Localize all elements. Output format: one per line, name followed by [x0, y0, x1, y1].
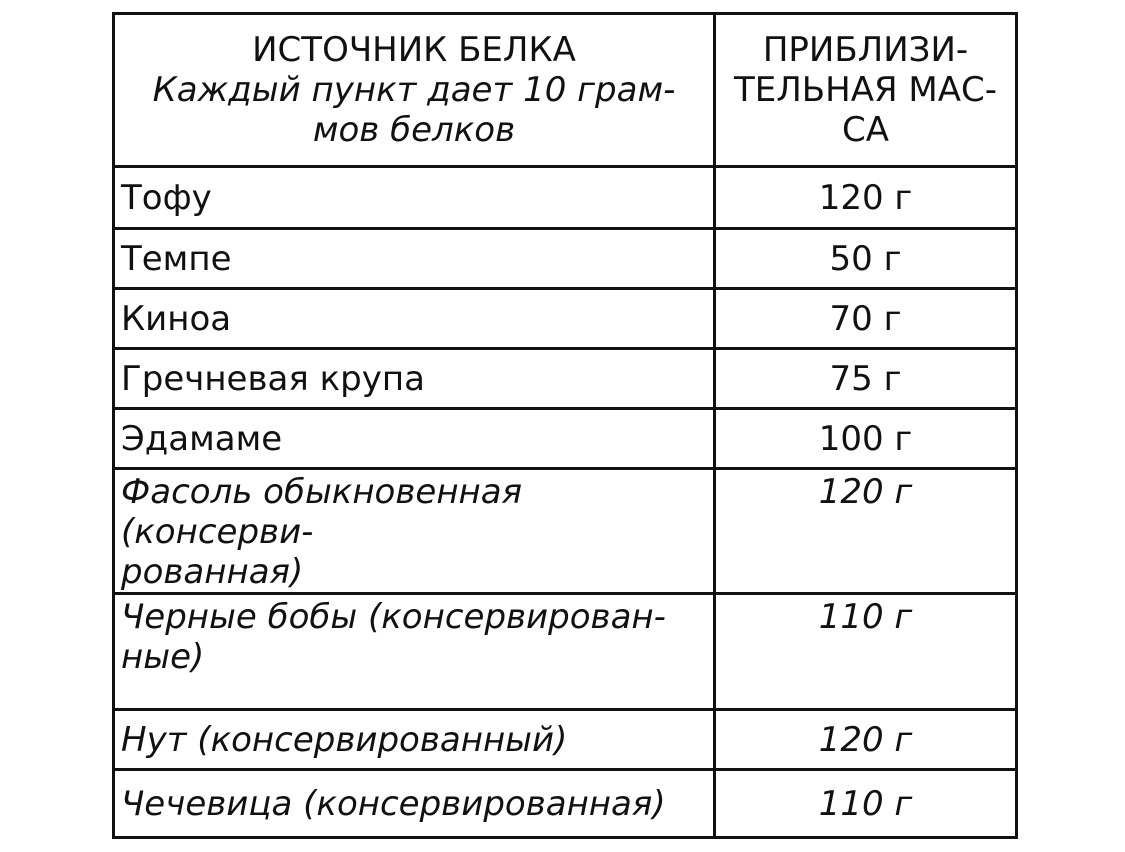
header-mass-line1: ПРИБЛИЗИ- — [762, 30, 969, 70]
row-mass-cell: 120 г — [715, 167, 1017, 229]
row-name-cell: Нут (консервированный) — [114, 710, 715, 770]
row-name-cell: Темпе — [114, 229, 715, 289]
row-name-cell: Киноа — [114, 289, 715, 349]
row-name-cell: Гречневая крупа — [114, 349, 715, 409]
table-row — [114, 289, 1017, 349]
row-name-line2: рованная) — [121, 552, 304, 592]
row-name-cell: Чечевица (консервированная) — [114, 770, 715, 838]
table-row — [114, 349, 1017, 409]
row-mass-cell: 70 г — [715, 289, 1017, 349]
header-cell-source — [114, 14, 715, 167]
row-mass-cell: 120 г — [715, 710, 1017, 770]
header-source-note-line2: мов белков — [312, 110, 516, 150]
row-name-cell: Эдамаме — [114, 409, 715, 469]
table-row — [114, 167, 1017, 229]
table-row — [114, 770, 1017, 838]
row-mass-cell: 100 г — [715, 409, 1017, 469]
table-row — [114, 469, 1017, 594]
protein-sources-table — [112, 12, 1018, 839]
row-mass-cell: 75 г — [715, 349, 1017, 409]
header-cell-mass — [715, 14, 1017, 167]
row-name-line1: Черные бобы (консервирован- — [121, 597, 666, 637]
row-name-cell: Тофу — [114, 167, 715, 229]
row-mass-cell: 110 г — [715, 770, 1017, 838]
row-name-line2: ные) — [121, 637, 205, 677]
table-row — [114, 594, 1017, 710]
table-header-row — [114, 14, 1017, 167]
row-mass-cell: 120 г — [715, 469, 1017, 594]
header-mass-line3: СА — [842, 110, 889, 150]
header-mass-line2: ТЕЛЬНАЯ МАС- — [733, 70, 997, 110]
table-row — [114, 409, 1017, 469]
row-mass-cell: 50 г — [715, 229, 1017, 289]
header-source-note-line1: Каждый пункт дает 10 грам- — [152, 70, 676, 110]
row-mass-cell: 110 г — [715, 594, 1017, 710]
row-name-cell — [114, 469, 715, 594]
row-name-cell — [114, 594, 715, 710]
row-name-line1: Фасоль обыкновенная (консерви- — [121, 472, 523, 552]
header-source-title: ИСТОЧНИК БЕЛКА — [252, 30, 576, 70]
table-row — [114, 710, 1017, 770]
table-row — [114, 229, 1017, 289]
